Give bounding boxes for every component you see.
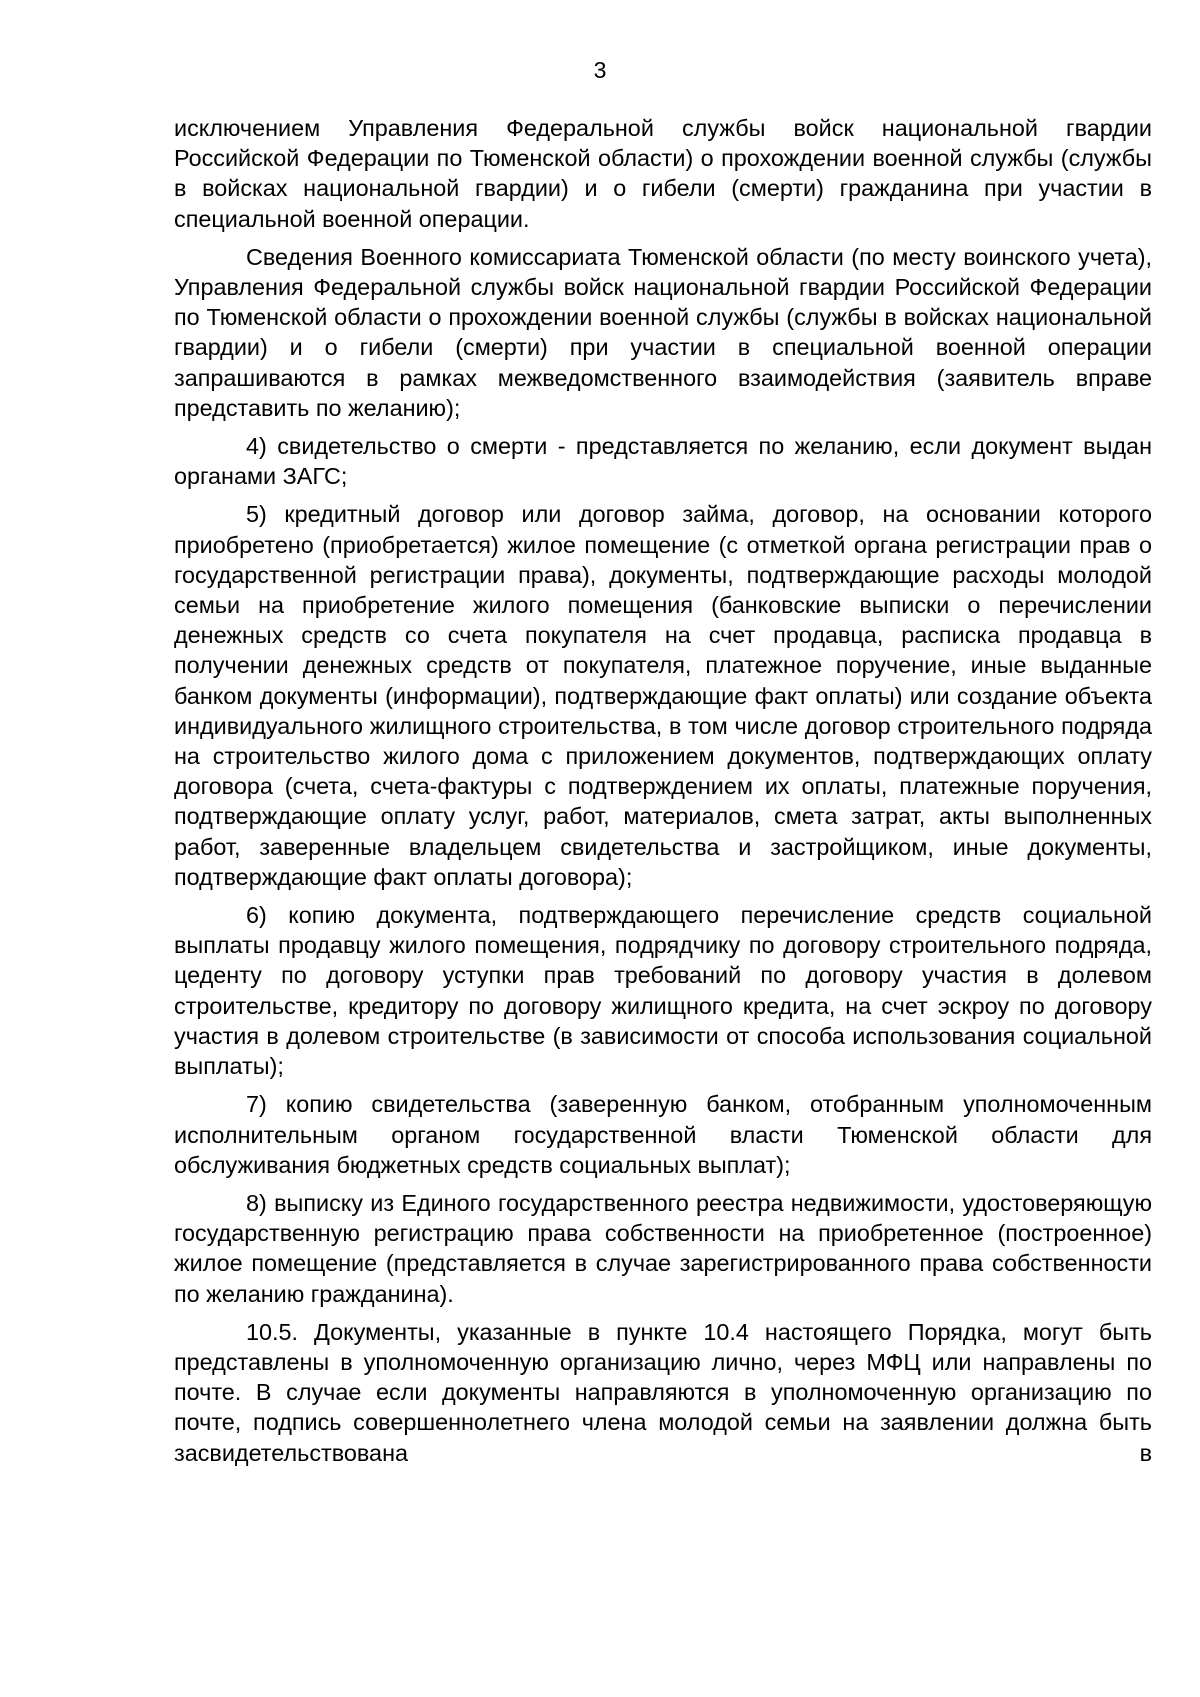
page-number: 3 (593, 57, 607, 83)
paragraph-military-info: Сведения Военного комиссариата Тюменской области (по месту воинского учета), Управления Федеральной службы войск национальной гвардии Российской Федерации по Тюменской области о прохождении военной службы (службы в войсках национальной гвардии) и о гибели (смерти) при участии в специальной военной операции запрашиваются в рамках межведомственного взаимодействия (заявитель вправе представить по желанию); (174, 243, 1152, 421)
paragraph-item-4: 4) свидетельство о смерти - представляется по желанию, если документ выдан органами ЗАГС; (174, 433, 1152, 490)
paragraph-continuation: исключением Управления Федеральной службы войск национальной гвардии Российской Федерации по Тюменской области) о прохождении военной службы (службы в войсках национальной гвардии) и о гибели (смерти) гражданина при участии в специальной военной операции. (174, 115, 1152, 232)
document-body (174, 113, 1152, 1476)
paragraph-item-5: 5) кредитный договор или договор займа, договор, на основании которого приобретено (приобретается) жилое помещение (с отметкой органа регистрации прав о государственной регистрации права), документы, подтверждающие расходы молодой семьи на приобретение жилого помещения (банковские выписки о перечислении денежных средств со счета покупателя на счет продавца, расписка продавца в получении денежных средств от покупателя, платежное поручение, иные выданные банком документы (информации), подтверждающие факт оплаты) или создание объекта индивидуального жилищного строительства, в том числе договор строительного подряда на строительство жилого дома с приложением документов, подтверждающих оплату договора (счета, счета-фактуры с подтверждением их оплаты, платежные поручения, подтверждающие оплату услуг, работ, материалов, смета затрат, акты выполненных работ, заверенные владельцем свидетельства и застройщиком, иные документы, подтверждающие факт оплаты договора); (174, 501, 1152, 890)
paragraph-item-6: 6) копию документа, подтверждающего перечисление средств социальной выплаты продавцу жилого помещения, подрядчику по договору строительного подряда, цеденту по договору уступки прав требований по договору участия в долевом строительстве, кредитору по договору жилищного кредита, на счет эскроу по договору участия в долевом строительстве (в зависимости от способа использования социальной выплаты); (174, 902, 1152, 1080)
paragraph-item-8: 8) выписку из Единого государственного реестра недвижимости, удостоверяющую государственную регистрацию права собственности на приобретенное (построенное) жилое помещение (представляется в случае зарегистрированного права собственности по желанию гражданина). (174, 1189, 1152, 1307)
paragraph-item-7: 7) копию свидетельства (заверенную банком, отобранным уполномоченным исполнительным органом государственной власти Тюменской области для обслуживания бюджетных средств социальных выплат); (174, 1091, 1152, 1178)
paragraph-10-5: 10.5. Документы, указанные в пункте 10.4 настоящего Порядка, могут быть представлены в уполномоченную организацию лично, через МФЦ или направлены по почте. В случае если документы направляются в уполномоченную организацию по почте, подпись совершеннолетнего члена молодой семьи на заявлении должна быть засвидетельствована в (174, 1318, 1152, 1466)
